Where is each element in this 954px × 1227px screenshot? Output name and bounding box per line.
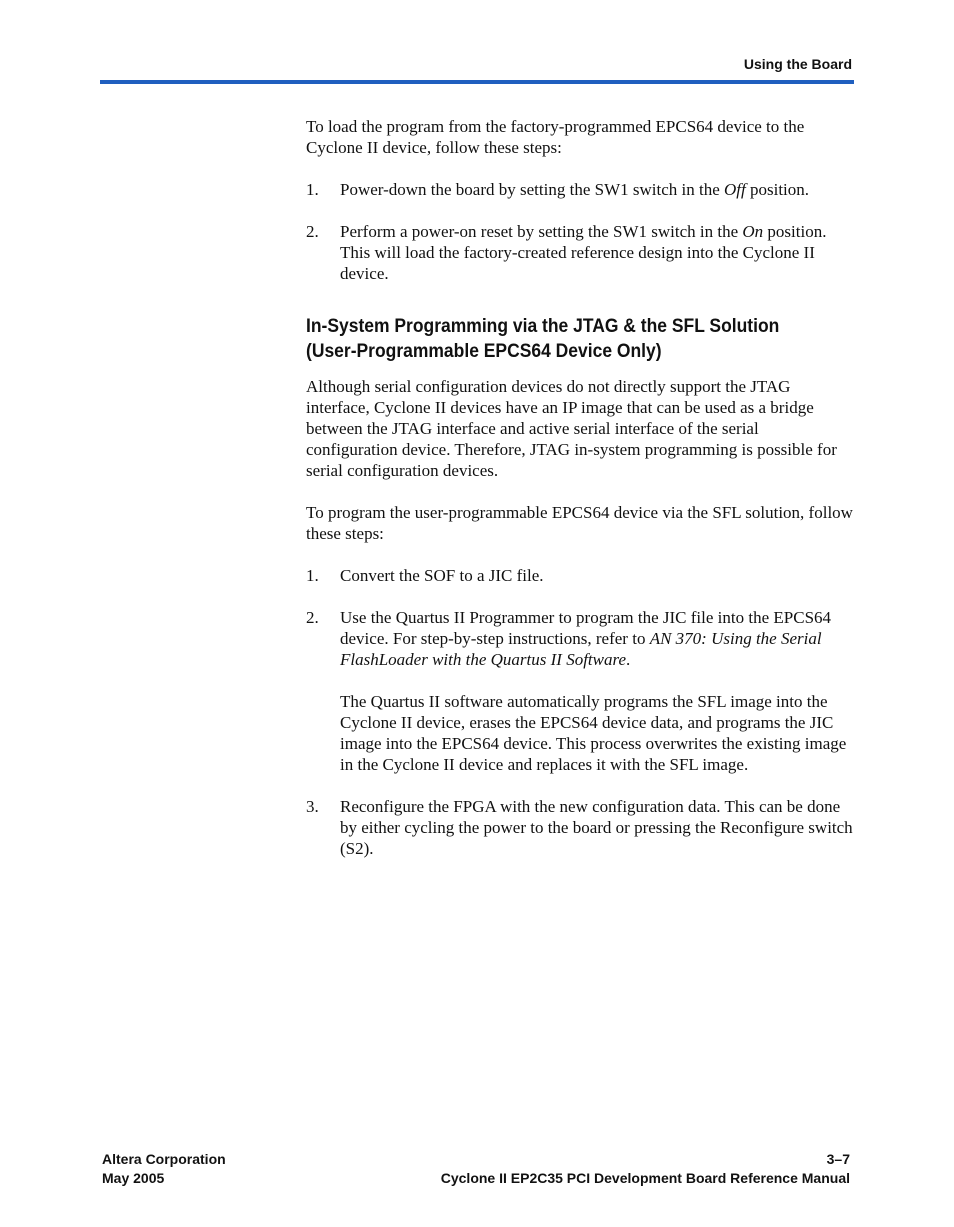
footer-left — [102, 1150, 226, 1188]
step-text: position. This will load the factory-created reference design into the Cyclone II device. — [340, 222, 827, 283]
step-emphasis: On — [742, 222, 764, 241]
list-item — [306, 607, 854, 775]
list-item — [306, 221, 854, 284]
header-rule — [100, 80, 854, 84]
footer-date: May 2005 — [102, 1170, 165, 1186]
intro-paragraph: To load the program from the factory-programmed EPCS64 device to the Cyclone II device, follow these steps: — [306, 117, 805, 157]
step-number: 2. — [306, 608, 319, 627]
step-emphasis: Off — [724, 180, 746, 199]
step-number: 1. — [306, 566, 319, 585]
list-item — [306, 796, 854, 859]
step-text: Perform a power-on reset by setting the SW1 switch in the — [340, 222, 743, 241]
document-reference: AN 370: Using the Serial FlashLoader with the Quartus II Software — [340, 629, 822, 669]
list-item — [306, 179, 854, 200]
running-header: Using the Board — [743, 56, 852, 72]
page-body — [306, 116, 854, 880]
load-steps-list — [306, 179, 854, 284]
page-number: 3–7 — [826, 1151, 850, 1167]
footer-company: Altera Corporation — [102, 1151, 226, 1167]
step-text: . — [626, 650, 631, 669]
section-paragraph-1: Although serial configuration devices do not directly support the JTAG interface, Cyclone II devices have an IP image that can be used as a bridge between the JTAG interface and active serial interface of the serial configuration device. Therefore, JTAG in-system programming is possible for serial configuration devices. — [306, 377, 837, 480]
sfl-steps-list — [306, 565, 854, 859]
step-number: 3. — [306, 797, 319, 816]
section-heading — [306, 314, 821, 364]
step-note: The Quartus II software automatically programs the SFL image into the Cyclone II device, erases the EPCS64 device data, and programs the JIC image into the EPCS64 device. This process overwrites the existing image in the Cyclone II device and replaces it with the SFL image. — [340, 692, 847, 774]
manual-title: Cyclone II EP2C35 PCI Development Board Reference Manual — [440, 1170, 850, 1186]
step-number: 2. — [306, 222, 319, 241]
section-heading-line1: In-System Programming via the JTAG & the SFL Solution — [306, 316, 780, 337]
step-text: Reconfigure the FPGA with the new configuration data. This can be done by either cycling the power to the board or pressing the Reconfigure switch (S2). — [340, 797, 853, 858]
list-item — [306, 565, 854, 586]
step-text: Power-down the board by setting the SW1 switch in the — [340, 180, 724, 199]
step-text: position. — [745, 180, 810, 199]
step-number: 1. — [306, 180, 319, 199]
step-text: Use the Quartus II Programmer to program the JIC file into the EPCS64 device. For step-by-step instructions, refer to — [340, 608, 832, 648]
step-text: Convert the SOF to a JIC file. — [340, 566, 544, 585]
section-paragraph-2: To program the user-programmable EPCS64 device via the SFL solution, follow these steps: — [306, 503, 853, 543]
footer-right — [441, 1150, 850, 1188]
section-heading-line2: (User-Programmable EPCS64 Device Only) — [306, 341, 662, 362]
